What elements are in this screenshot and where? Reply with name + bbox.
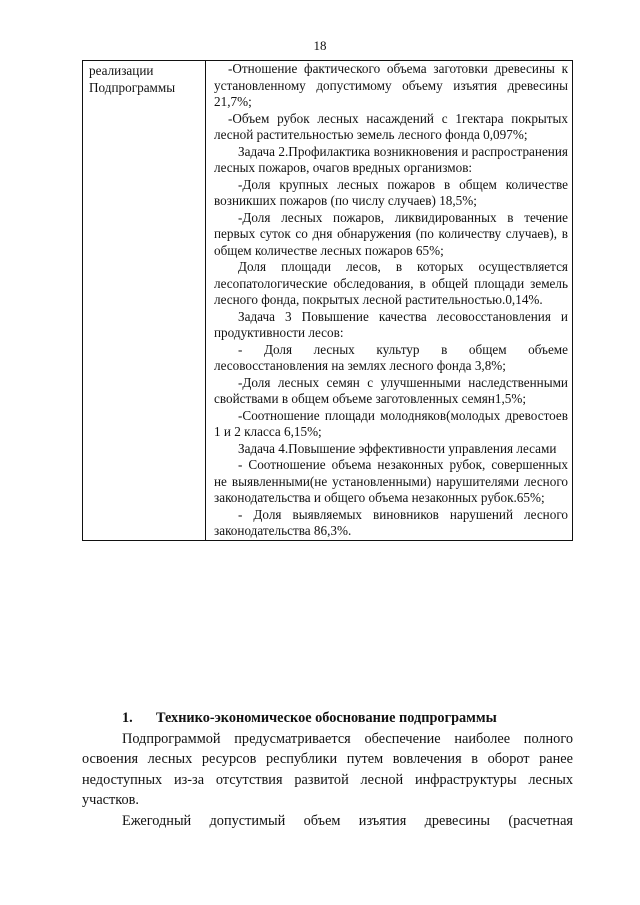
section-heading: [82, 708, 573, 729]
list-item: - Доля лесных культур в общем объеме лесовосстановления на землях лесного фонда 3,8%;: [214, 341, 568, 373]
section-title: Технико-экономическое обоснование подпрограммы: [156, 710, 497, 726]
indicators-table: [82, 60, 573, 541]
list-item: -Доля крупных лесных пожаров в общем количестве возникших пожаров (по числу случаев) 18,5%;: [214, 176, 568, 208]
list-item: Задача 4.Повышение эффективности управления лесами: [238, 440, 557, 456]
list-item: -Доля лесных семян с улучшенными наследственными свойствами в общем объеме заготовленных семян1,5%;: [214, 374, 568, 406]
list-item: -Доля лесных пожаров, ликвидированных в течение первых суток со дня обнаружения (по количеству случаев), в общем количестве лесных пожаров 65%;: [214, 209, 568, 258]
list-item: - Соотношение объема незаконных рубок, совершенных не выявленными(не установленными) нарушителями лесного законодательства и общего объема незаконных рубок.65%;: [214, 457, 568, 505]
section-number: 1.: [122, 710, 133, 726]
list-item: Задача 3 Повышение качества лесовосстановления и продуктивности лесов:: [214, 308, 568, 340]
paragraph: Подпрограммой предусматривается обеспечение наиболее полного освоения лесных ресурсов республики путем вовлечения в оборот ранее недоступных из-за отсутствия развитой лесной инфраструктуры лесных участков.: [82, 730, 573, 808]
section: [82, 708, 573, 831]
table-content-cell: [206, 61, 573, 541]
list-item: - Доля выявляемых виновников нарушений лесного законодательства 86,3%.: [214, 506, 568, 538]
list-item: Задача 2.Профилактика возникновения и распространения лесных пожаров, очагов вредных организмов:: [214, 143, 568, 175]
page-number: 18: [313, 38, 327, 53]
paragraph: Ежегодный допустимый объем изъятия древесины (расчетная: [122, 812, 573, 829]
list-item: -Отношение фактического объема заготовки древесины к установленному допустимому объему изъятия древесины 21,7%;: [214, 61, 568, 109]
table-row: [83, 61, 573, 541]
list-item: Доля площади лесов, в которых осуществляется лесопатологические обследования, в общей площади земель лесного фонда, покрытых лесной растительностью.0,14%.: [214, 259, 568, 307]
list-item: -Соотношение площади молодняков(молодых древостоев 1 и 2 класса 6,15%;: [214, 407, 568, 439]
table-label-cell: реализации Подпрограммы: [83, 61, 206, 541]
list-item: -Объем рубок лесных насаждений с 1гектара покрытых лесной растительностью земель лесного фонда 0,097%;: [214, 110, 568, 142]
